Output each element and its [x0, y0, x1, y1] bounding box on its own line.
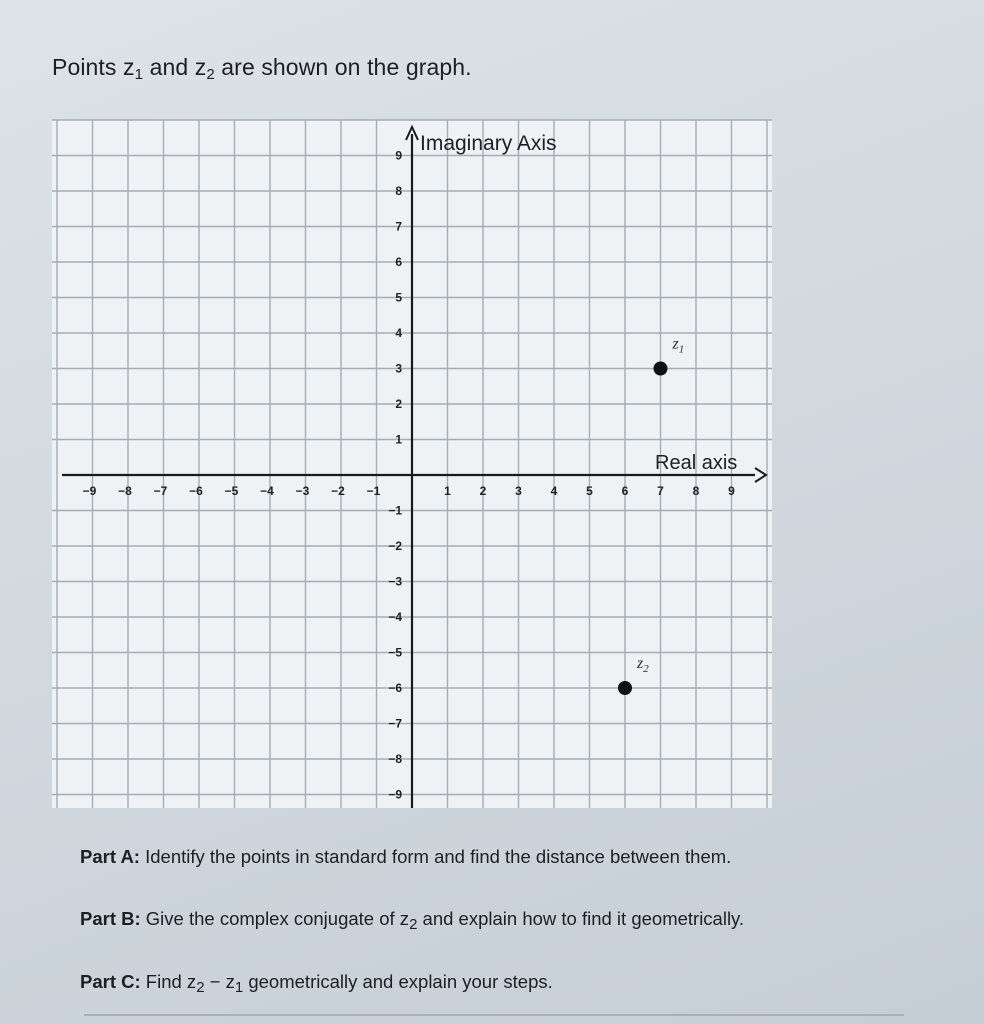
- y-tick-label: 5: [395, 290, 402, 305]
- y-tick-label: −4: [388, 610, 402, 624]
- x-tick-label: 3: [515, 484, 522, 498]
- x-tick-label: −7: [153, 484, 168, 498]
- y-tick-label: 6: [395, 255, 402, 269]
- x-tick-label: 8: [692, 484, 700, 498]
- point-label-z1: $z_1$: [672, 335, 685, 356]
- x-tick-label: 5: [586, 484, 593, 498]
- y-tick-label: −2: [388, 539, 402, 553]
- imaginary-axis-label: Imaginary Axis: [420, 132, 557, 155]
- point-z2: [618, 681, 632, 695]
- intro-text: Points $z_1$ and $z_2$ are shown on the graph.: [52, 54, 472, 83]
- x-tick-label: −5: [224, 484, 239, 498]
- x-tick-label: −9: [82, 484, 97, 498]
- y-tick-label: 2: [395, 397, 402, 411]
- x-tick-label: −8: [118, 484, 132, 498]
- y-tick-label: −8: [388, 752, 402, 766]
- bottom-divider: [84, 1014, 904, 1016]
- y-tick-label: 4: [395, 326, 402, 340]
- x-tick-label: 7: [657, 484, 664, 498]
- y-tick-label: 8: [395, 184, 402, 198]
- x-tick-label: 4: [550, 484, 558, 498]
- question-part-b: Part B: Give the complex conjugate of $z_2$ and explain how to find it geometrically.: [80, 908, 745, 933]
- x-tick-label: 9: [728, 484, 735, 498]
- y-tick-label: −5: [388, 645, 402, 660]
- point-z1: [654, 362, 668, 376]
- point-label-z2: $z_2$: [637, 655, 649, 675]
- y-tick-label: 9: [395, 148, 402, 163]
- x-tick-label: −3: [295, 484, 310, 498]
- y-tick-label: −1: [388, 503, 402, 518]
- x-tick-label: −4: [260, 484, 274, 498]
- y-tick-label: 7: [395, 219, 402, 234]
- x-tick-label: 2: [479, 484, 487, 498]
- y-tick-label: 1: [395, 432, 402, 447]
- y-tick-label: −6: [388, 681, 402, 695]
- x-tick-label: −1: [366, 484, 381, 498]
- y-tick-label: 3: [395, 361, 402, 376]
- question-part-a: Part A: Identify the points in standard form and find the distance between them.: [80, 846, 732, 867]
- y-tick-label: −3: [388, 574, 402, 589]
- x-tick-label: 1: [444, 484, 451, 498]
- x-tick-label: 6: [621, 484, 629, 498]
- x-tick-label: −2: [331, 484, 345, 498]
- x-tick-label: −6: [189, 484, 203, 498]
- y-tick-label: −7: [388, 716, 402, 731]
- real-axis-label: Real axis: [655, 452, 738, 474]
- y-tick-label: −9: [388, 787, 402, 802]
- question-part-c: Part C: Find $z_2 - z_1$ geometrically and explain your steps.: [80, 971, 553, 996]
